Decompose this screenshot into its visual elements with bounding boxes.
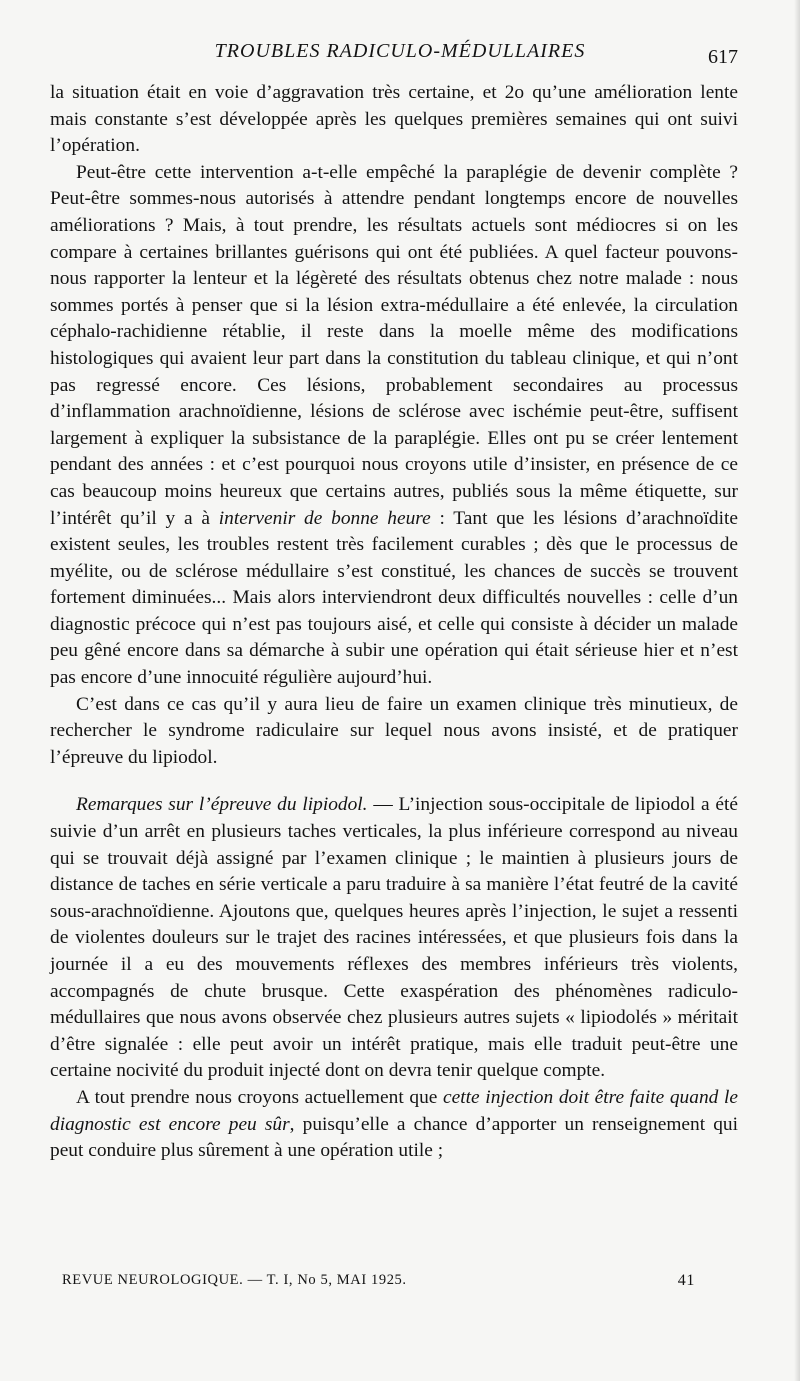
page-number: 617	[708, 46, 738, 68]
running-head	[0, 40, 800, 74]
discussion-text-start: Peut-être cette intervention a-t-elle empêché la paraplégie de devenir complète ? Peut-être sommes-nous autorisés à attendre pendant longtemps encore de nouvelles améliorations ? Mais, à tout prendre, les résultats actuels sont médiocres si on les compare à certaines brillantes guérisons qui ont été publiées. A quel facteur pouvons-nous rapporter la lenteur et la légèreté des résultats obtenus chez notre malade : nous sommes portés à penser que si la lésion extra-médullaire a été enlevée, la circulation céphalo-rachidienne rétablie, il reste dans la moelle même des modifications histologiques qui avaient leur part dans la constitution du tableau clinique, et qui n’ont pas regressé encore. Ces lésions, probablement secondaires au processus d’inflammation arachnoïdienne, lésions de sclérose avec ischémie peut-être, suffisent largement à expliquer la subsistance de la paraplégie. Elles ont pu se créer lentement pendant des années : et c’est pourquoi nous croyons utile d’insister, en présence de ce cas beaucoup moins heureux que certains autres, publiés sous la même étiquette, sur l’intérêt qu’il y a à	[50, 161, 738, 529]
running-title: TROUBLES RADICULO-MÉDULLAIRES	[214, 40, 586, 62]
sheet-number: 41	[677, 1272, 695, 1289]
emphasis-early-intervention: intervenir de bonne heure	[218, 507, 431, 529]
remarks-heading: Remarques sur l’épreuve du lipiodol.	[76, 794, 368, 816]
paragraph-remarks	[50, 792, 738, 1085]
paragraph-conclusion	[50, 1085, 738, 1165]
conclusion-text-end: , puisqu’elle a chance d’apporter un renseignement qui peut conduire plus sûrement à une opération utile ;	[50, 1113, 738, 1162]
page-footer	[62, 1272, 695, 1290]
emphasis-conclusion: cette injection doit être faite quand le diagnostic est encore peu sûr	[50, 1086, 738, 1135]
paragraph-discussion	[50, 160, 738, 692]
journal-citation: REVUE NEUROLOGIQUE. — T. I, No 5, MAI 1925.	[62, 1272, 407, 1288]
conclusion-text-start: A tout prendre nous croyons actuellement que	[76, 1086, 444, 1108]
paragraph-continuation: la situation était en voie d’aggravation très certaine, et 2o qu’une amélioration lente mais constante s’est développée après les quelques premières semaines qui ont suivi l’opération.	[50, 82, 738, 157]
discussion-text-end: : Tant que les lésions d’arachnoïdite existent seules, les troubles restent très facilement curables ; dès que le processus de myélite, ou de sclérose médullaire s’est constitué, les chances de succès se trouvent fortement diminuées... Mais alors interviendront deux difficultés nouvelles : celle d’un diagnostic précoce qui n’est pas toujours aisé, et celle qui consiste à décider un malade peu gêné encore dans sa démarche à subir une opération qui était sérieuse hier et n’est pas encore d’une innocuité régulière aujourd’hui.	[50, 507, 738, 689]
remarks-text: — L’injection sous-occipitale de lipiodol a été suivie d’un arrêt en plusieurs taches verticales, la plus inférieure correspond au niveau qui se trouvait déjà assigné par l’examen clinique ; le maintien à plusieurs jours de distance de taches en série verticale a paru traduire à sa manière l’état feutré de la cavité sous-arachnoïdienne. Ajoutons que, quelques heures après l’injection, le sujet a ressenti de violentes douleurs sur le trajet des racines intéressées, et que plusieurs fois dans la journée il a eu des mouvements réflexes des membres inférieurs très violents, accompagnés de chute brusque. Cette exaspération des phénomènes radiculo-médullaires que nous avons observée chez plusieurs autres sujets « lipiodolés » méritait d’être signalée : elle peut avoir un intérêt pratique, mais elle traduit peut-être une certaine nocivité du produit injecté dont on devra tenir quelque compte.	[50, 794, 738, 1082]
body-text	[50, 80, 738, 1165]
paragraph-clinical-exam: C’est dans ce cas qu’il y aura lieu de faire un examen clinique très minutieux, de rechercher le syndrome radiculaire sur lequel nous avons insisté, et de pratiquer l’épreuve du lipiodol.	[50, 693, 738, 768]
page-edge-shadow	[794, 0, 800, 1381]
